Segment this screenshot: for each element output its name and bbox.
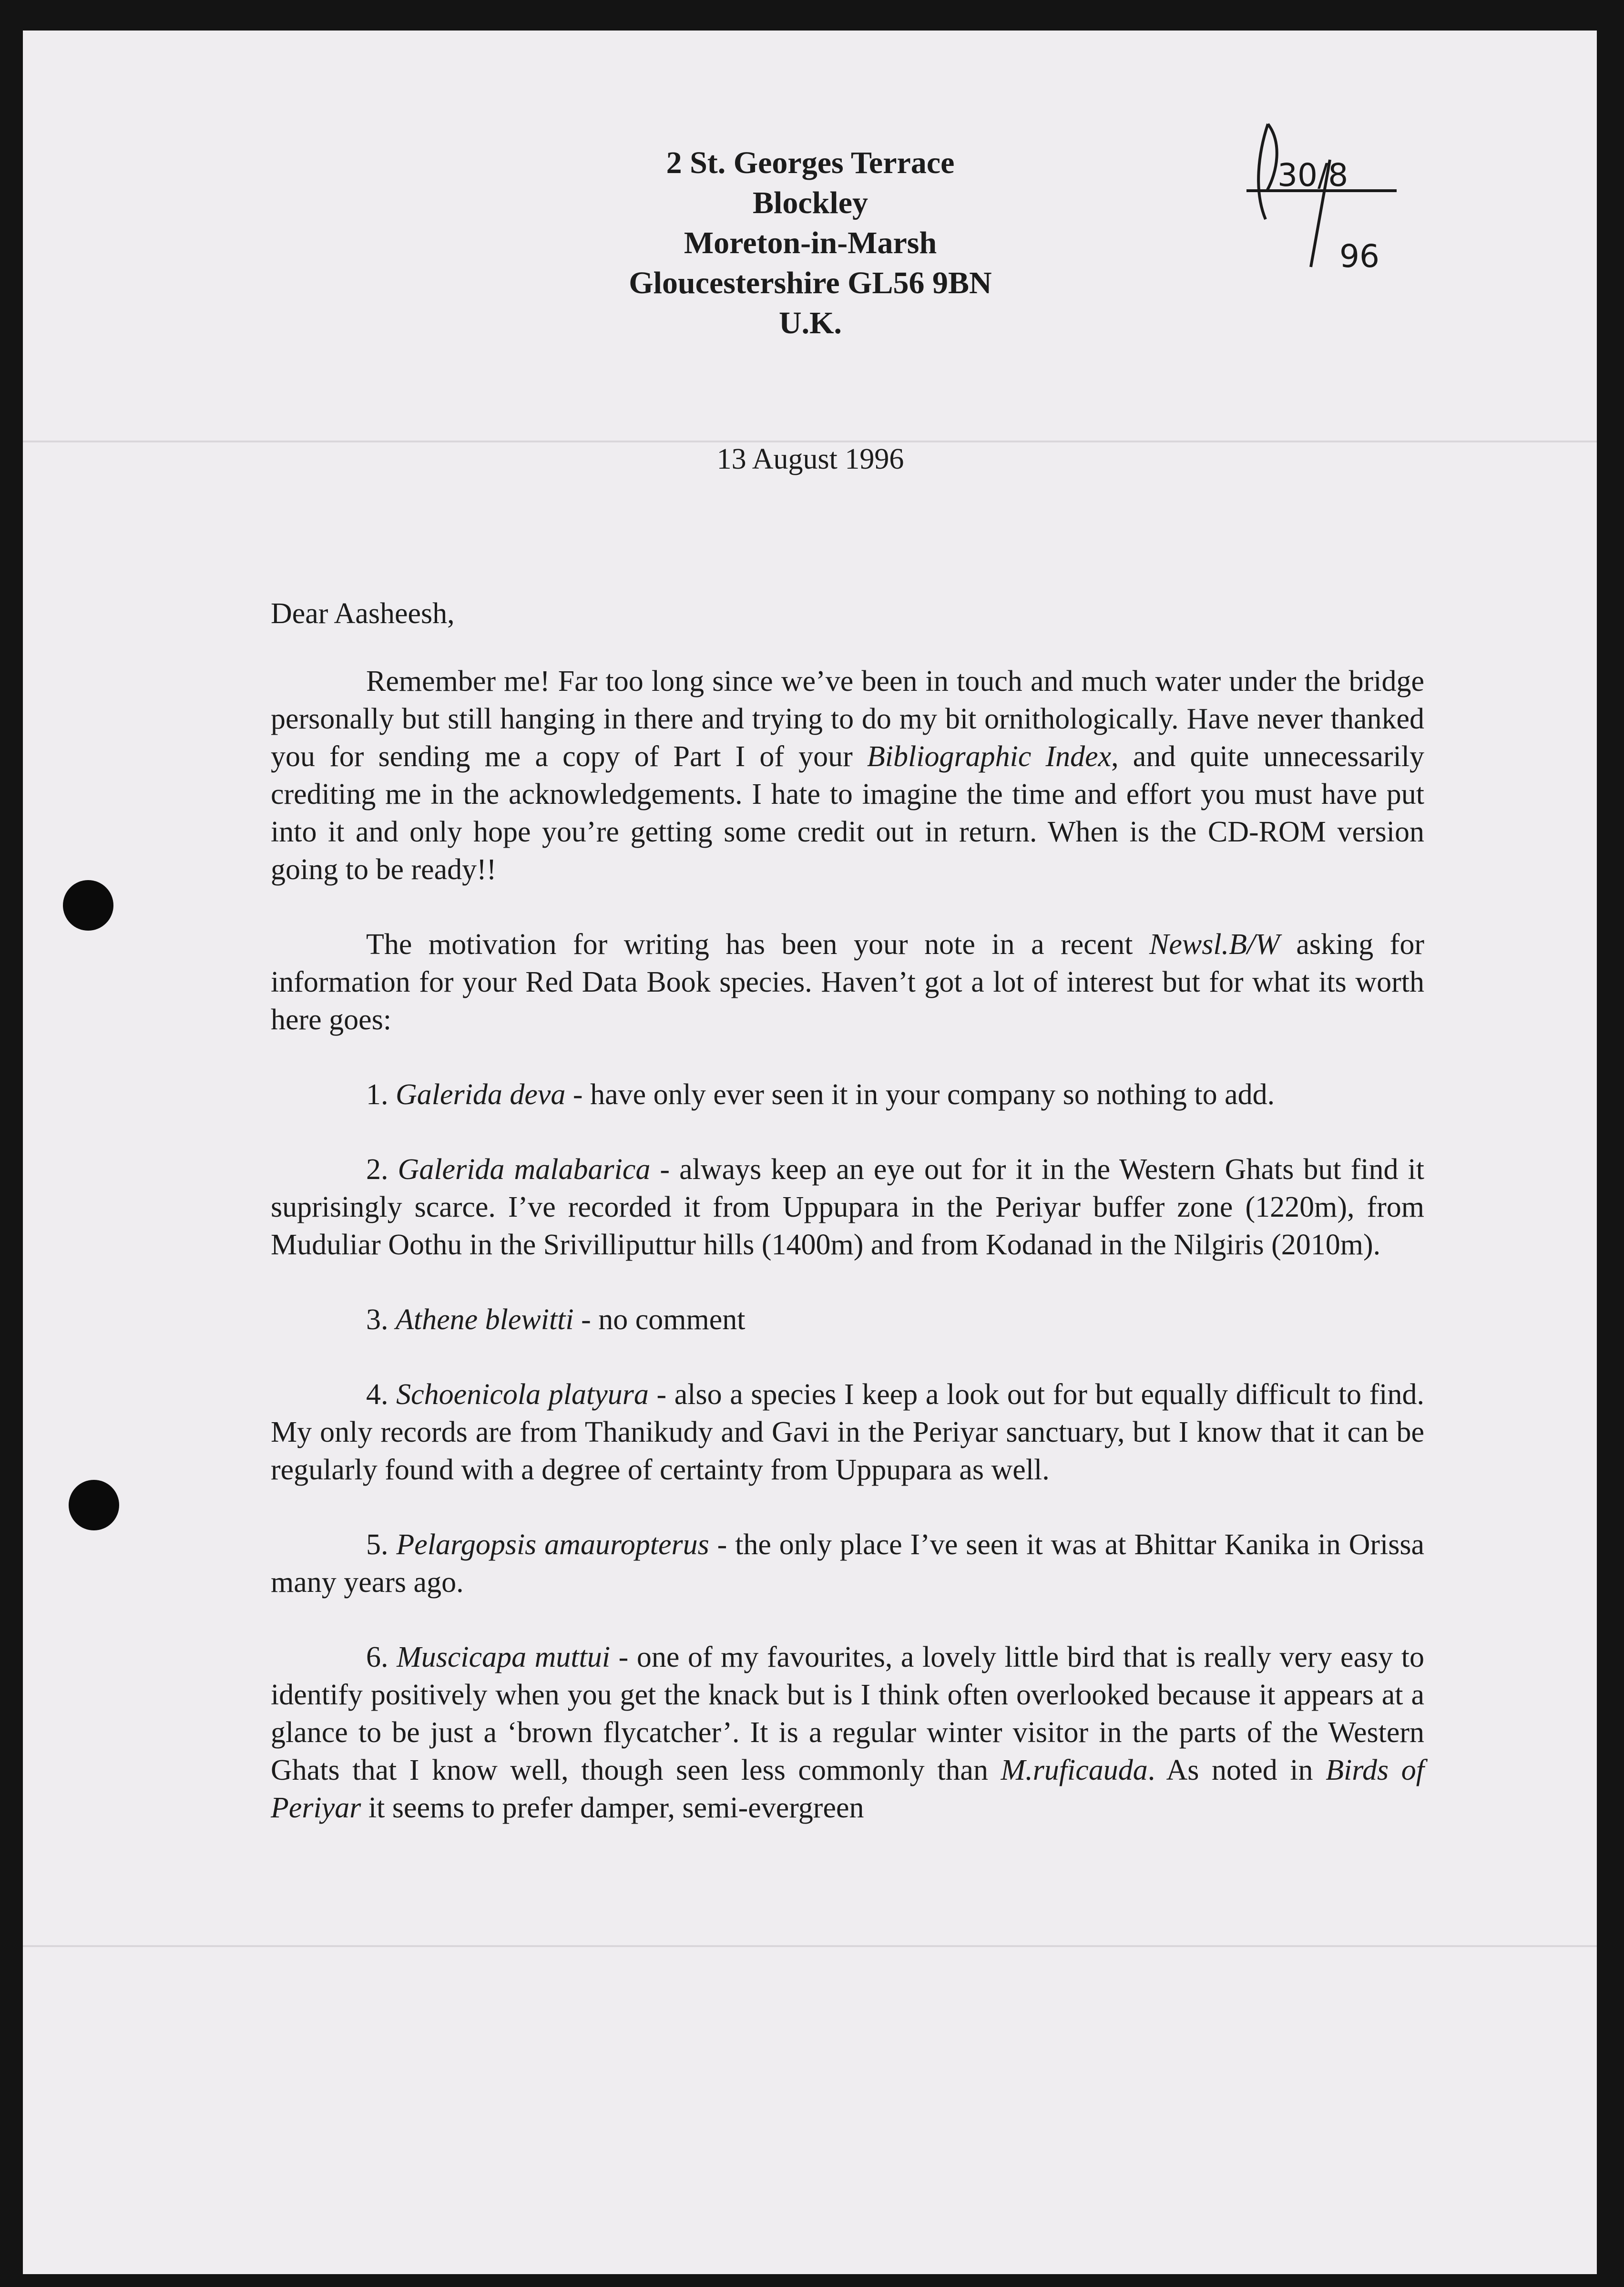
species-item: 6. Muscicapa muttui - one of my favourites, a lovely little bird that is really very easy to identify positively when you get the knack but is I think often overlooked because it appears at a glance to be just a ‘brown flycatcher’. It is a regular winter visitor in the parts of the Western Ghats that I know well, though seen less commonly than M.ruficauda. As noted in Birds of Periyar it seems to prefer damper, semi-evergreen [271,1641,1425,1824]
letter-date: 13 August 1996 [716,443,904,475]
paper-fold-lower [23,1945,1597,1947]
punch-hole-lower [69,1480,119,1530]
handwritten-received-stamp [1239,114,1411,286]
address-line: U.K. [779,306,842,340]
letter-body [271,663,1424,1864]
annotation-bottom: 96 [1339,238,1379,275]
sender-address [477,143,1144,343]
address-line: Gloucestershire GL56 9BN [629,266,992,300]
received-mark-icon [1239,114,1411,286]
paragraph-intro: Remember me! Far too long since we’ve been in touch and much water under the bridge personally but still hanging in there and trying to do my bit ornithologically. Have never thanked you for sending me a copy of Part I of your Bibliographic Index, and quite unnecessarily crediting me in the acknowledgements. I hate to imagine the time and effort you must have put into it and only hope you’re getting some credit out in return. When is the CD-ROM version going to be ready!! [271,665,1425,886]
species-item: 5. Pelargopsis amauropterus - the only place I’ve seen it was at Bhittar Kanika in Orissa many years ago. [271,1528,1424,1599]
punch-hole-upper [63,880,113,931]
address-line: Blockley [753,185,868,220]
species-item: 2. Galerida malabarica - always keep an eye out for it in the Western Ghats but find it suprisingly scarce. I’ve recorded it from Uppupara in the Periyar buffer zone (1220m), from Muduliar Oothu in the Srivilliputtur hills (1400m) and from Kodanad in the Nilgiris (2010m). [271,1153,1425,1261]
address-line: 2 St. Georges Terrace [666,145,955,180]
species-item: 4. Schoenicola platyura - also a species I keep a look out for but equally difficult to find. My only records are from Thanikudy and Gavi in the Periyar sanctuary, but I know that it can be regularly found with a degree of certainty from Uppupara as well. [271,1378,1425,1486]
address-line: Moreton-in-Marsh [684,226,937,260]
salutation: Dear Aasheesh, [271,597,455,630]
paragraph-motivation: The motivation for writing has been your note in a recent Newsl.B/W asking for information for your Red Data Book species. Haven’t got a lot of interest but for what its worth here goes: [271,928,1424,1036]
species-item: 1. Galerida deva - have only ever seen it in your company so nothing to add. [366,1078,1275,1111]
annotation-top: 30/8 [1277,157,1348,194]
species-item: 3. Athene blewitti - no comment [366,1303,746,1336]
